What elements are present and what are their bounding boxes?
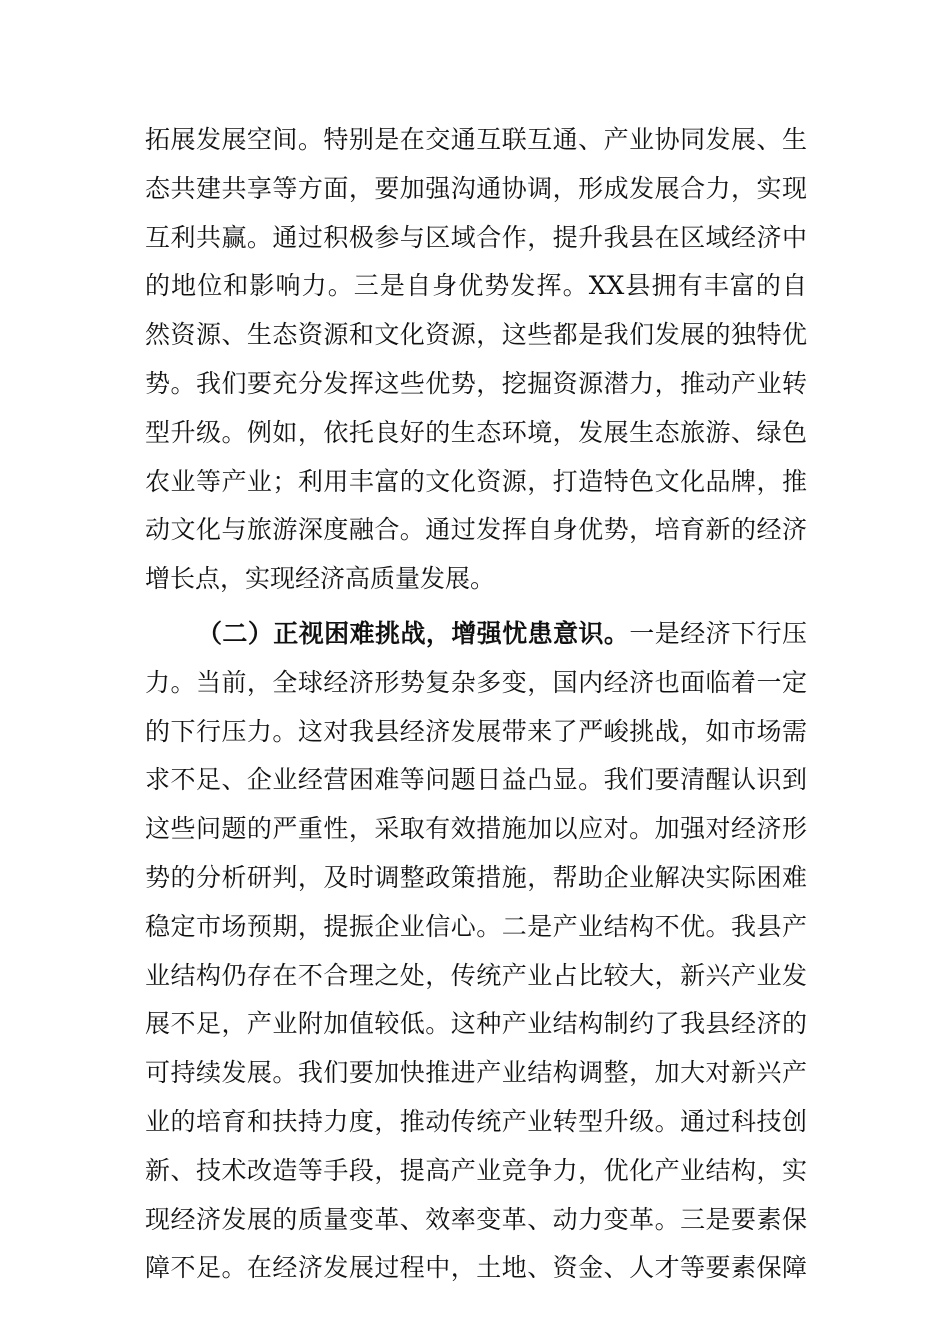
paragraph-regional-advantages xyxy=(145,116,807,604)
text-line: 增长点，实现经济高质量发展。 xyxy=(145,564,496,594)
text-line: 稳定市场预期，提振企业信心。二是产业结构不优。我县产 xyxy=(145,911,807,941)
text-line: 的地位和影响力。三是自身优势发挥。XX县拥有丰富的自 xyxy=(145,271,807,301)
text-span: 一是经济下行压 xyxy=(629,618,807,648)
text-line: 势。我们要充分发挥这些优势，挖掘资源潜力，推动产业转 xyxy=(145,368,807,398)
text-line: 的下行压力。这对我县经济发展带来了严峻挑战，如市场需 xyxy=(145,716,807,746)
text-line: 业结构仍存在不合理之处，传统产业占比较大，新兴产业发 xyxy=(145,960,807,990)
text-line: 态共建共享等方面，要加强沟通协调，形成发展合力，实现 xyxy=(145,173,807,203)
section-heading: （二）正视困难挑战，增强忧患意识。 xyxy=(197,618,630,648)
text-line: 拓展发展空间。特别是在交通互联互通、产业协同发展、生 xyxy=(145,125,807,154)
document-page xyxy=(145,116,807,1293)
text-line: 这些问题的严重性，采取有效措施加以应对。加强对经济形 xyxy=(145,814,807,844)
text-line: 互利共赢。通过积极参与区域合作，提升我县在区域经济中 xyxy=(145,222,807,252)
text-line: 农业等产业；利用丰富的文化资源，打造特色文化品牌，推 xyxy=(145,466,807,496)
text-line: 可持续发展。我们要加快推进产业结构调整，加大对新兴产 xyxy=(145,1058,807,1088)
text-line: 然资源、生态资源和文化资源，这些都是我们发展的独特优 xyxy=(145,320,807,350)
text-line: 展不足，产业附加值较低。这种产业结构制约了我县经济的 xyxy=(145,1009,807,1039)
text-line: 障不足。在经济发展过程中，土地、资金、人才等要素保障 xyxy=(145,1253,807,1283)
text-line: 势的分析研判，及时调整政策措施，帮助企业解决实际困难 xyxy=(145,862,807,892)
text-line: 现经济发展的质量变革、效率变革、动力变革。三是要素保 xyxy=(145,1204,807,1234)
text-line: 业的培育和扶持力度，推动传统产业转型升级。通过科技创 xyxy=(145,1106,807,1136)
text-line: 动文化与旅游深度融合。通过发挥自身优势，培育新的经济 xyxy=(145,515,807,545)
text-line: 型升级。例如，依托良好的生态环境，发展生态旅游、绿色 xyxy=(145,417,807,447)
text-line: 力。当前，全球经济形势复杂多变，国内经济也面临着一定 xyxy=(145,667,807,697)
paragraph-difficulties-challenges xyxy=(145,610,807,1293)
text-line: 新、技术改造等手段，提高产业竞争力，优化产业结构，实 xyxy=(145,1155,807,1185)
text-line xyxy=(145,610,807,659)
text-line: 求不足、企业经营困难等问题日益凸显。我们要清醒认识到 xyxy=(145,765,807,795)
